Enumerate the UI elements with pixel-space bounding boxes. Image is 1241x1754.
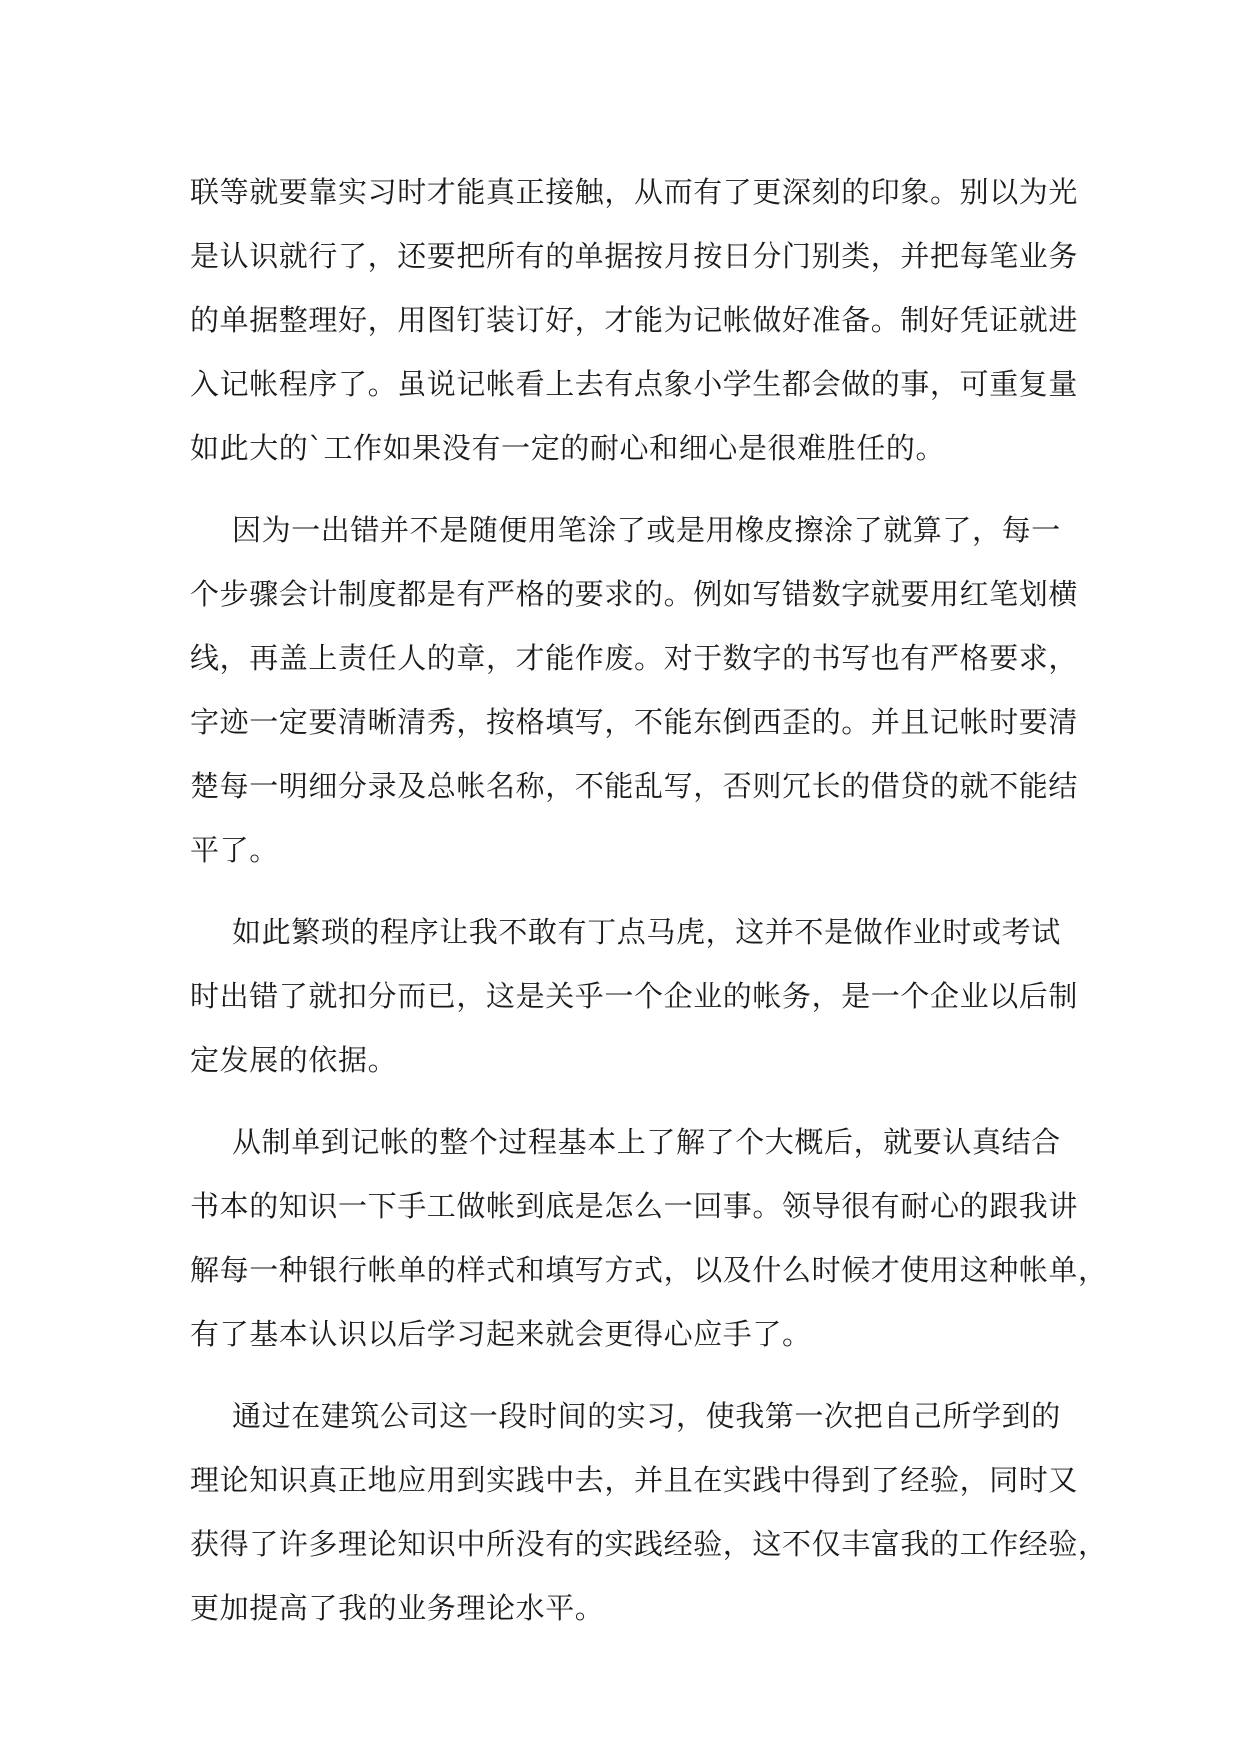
text-line: 平了。 bbox=[190, 833, 279, 867]
text-line: 更加提高了我的业务理论水平。 bbox=[190, 1591, 605, 1625]
paragraph bbox=[190, 1110, 1108, 1366]
text-line: 如此大的`工作如果没有一定的耐心和细心是很难胜任的。 bbox=[190, 431, 946, 465]
text-line: 字迹一定要清晰清秀，按格填写，不能东倒西歪的。并且记帐时要清 bbox=[190, 705, 1079, 739]
paragraph bbox=[190, 498, 1079, 882]
text-line: 从制单到记帐的整个过程基本上了解了个大概后，就要认真结合 bbox=[232, 1125, 1061, 1159]
text-line: 是认识就行了，还要把所有的单据按月按日分门别类，并把每笔业务 bbox=[190, 239, 1079, 273]
text-line: 获得了许多理论知识中所没有的实践经验，这不仅丰富我的工作经验， bbox=[190, 1527, 1108, 1561]
text-line: 通过在建筑公司这一段时间的实习，使我第一次把自己所学到的 bbox=[232, 1399, 1061, 1433]
text-line: 如此繁琐的程序让我不敢有丁点马虎，这并不是做作业时或考试 bbox=[232, 915, 1061, 949]
text-line: 时出错了就扣分而已，这是关乎一个企业的帐务，是一个企业以后制 bbox=[190, 979, 1079, 1013]
text-line: 理论知识真正地应用到实践中去，并且在实践中得到了经验，同时又 bbox=[190, 1463, 1079, 1497]
text-line: 解每一种银行帐单的样式和填写方式，以及什么时候才使用这种帐单， bbox=[190, 1253, 1108, 1287]
text-line: 因为一出错并不是随便用笔涂了或是用橡皮擦涂了就算了，每一 bbox=[232, 513, 1061, 547]
paragraph bbox=[190, 160, 1079, 480]
text-line: 入记帐程序了。虽说记帐看上去有点象小学生都会做的事，可重复量 bbox=[190, 367, 1079, 401]
text-line: 书本的知识一下手工做帐到底是怎么一回事。领导很有耐心的跟我讲 bbox=[190, 1189, 1079, 1223]
document-body bbox=[190, 160, 1108, 1640]
paragraph bbox=[190, 1384, 1108, 1640]
text-line: 联等就要靠实习时才能真正接触，从而有了更深刻的印象。别以为光 bbox=[190, 175, 1079, 209]
text-line: 定发展的依据。 bbox=[190, 1043, 398, 1077]
text-line: 有了基本认识以后学习起来就会更得心应手了。 bbox=[190, 1317, 812, 1351]
text-line: 的单据整理好，用图钉装订好，才能为记帐做好准备。制好凭证就进 bbox=[190, 303, 1079, 337]
text-line: 楚每一明细分录及总帐名称，不能乱写，否则冗长的借贷的就不能结 bbox=[190, 769, 1079, 803]
text-line: 个步骤会计制度都是有严格的要求的。例如写错数字就要用红笔划横 bbox=[190, 577, 1079, 611]
text-line: 线，再盖上责任人的章，才能作废。对于数字的书写也有严格要求， bbox=[190, 641, 1079, 675]
paragraph bbox=[190, 900, 1079, 1092]
